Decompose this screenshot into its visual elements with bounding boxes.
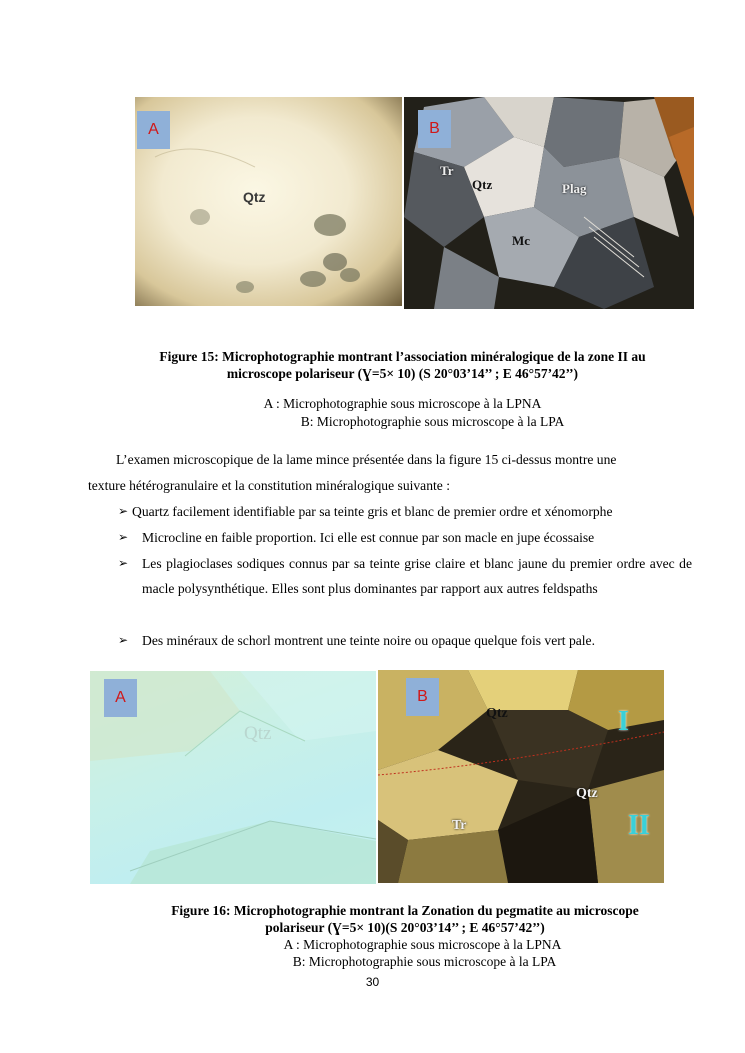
page-number: 30: [365, 975, 380, 989]
bullet-arrow-3: ➢: [118, 556, 129, 570]
figure15-tag-b: B: [418, 110, 451, 148]
figure16-photo-b: [378, 670, 664, 883]
figure16-caption-line1: Figure 16: Microphotographie montrant la Zonation du pegmatite au microscope: [171, 903, 639, 918]
figure16-label-zone-ii: II: [628, 810, 650, 841]
figure15-label-mc: Mc: [512, 233, 531, 248]
figure16-label-qtz-a: Qtz: [244, 723, 272, 744]
figure16-caption-line2: polariseur (Ɣ=5× 10)(S 20°03’14’’ ; E 46°57’42’’): [265, 920, 545, 935]
figure16-label-qtz-b2: Qtz: [576, 786, 598, 801]
figure15-photo-a-texture: [135, 97, 402, 306]
figure16-label-tr: Tr: [452, 818, 467, 833]
figure16-sub-b: B: Microphotographie sous microscope à la LPA: [292, 954, 557, 969]
bullet-arrow-2: ➢: [118, 530, 129, 544]
figure15-caption-line2: microscope polariseur (Ɣ=5× 10) (S 20°03’14’’ ; E 46°57’42’’): [226, 366, 579, 381]
body-para-line1: L’examen microscopique de la lame mince présentée dans la figure 15 ci-dessus montre une: [116, 452, 617, 467]
figure15-photo-b: [404, 97, 694, 309]
figure15-caption-line1: Figure 15: Microphotographie montrant l’association minéralogique de la zone II au: [159, 349, 646, 364]
figure16-tag-b: B: [406, 678, 439, 716]
figure15-label-plag: Plag: [562, 181, 587, 196]
bullet-4: Des minéraux de schorl montrent une teinte noire ou opaque quelque fois vert pale.: [142, 633, 595, 648]
figure15-photo-a: [135, 97, 402, 306]
bullet-arrow-1: ➢: [118, 504, 129, 518]
figure15-label-qtz: Qtz: [243, 189, 266, 205]
bullet-1: Quartz facilement identifiable par sa teinte gris et blanc de premier ordre et xénomorphe: [132, 504, 613, 519]
figure15-tag-a: A: [137, 111, 170, 149]
bullet-arrow-4: ➢: [118, 633, 129, 647]
figure16-label-qtz-b1: Qtz: [486, 706, 508, 721]
bullet-3: Les plagioclases sodiques connus par sa teinte grise claire et blanc jaune du premier ordre avec de macle polysynthétique. Elles sont plus dominantes par rapport aux autres feldspaths: [142, 556, 692, 596]
bullet-2: Microcline en faible proportion. Ici elle est connue par son macle en jupe écossaise: [142, 530, 595, 545]
figure16-tag-a: A: [104, 679, 137, 717]
figure15-sub-a: A : Microphotographie sous microscope à la LPNA: [263, 396, 542, 411]
figure15-label-tr: Tr: [440, 163, 454, 178]
figure15-label-qtz-b: Qtz: [472, 177, 493, 192]
body-para-line2: texture hétérogranulaire et la constitution minéralogique suivante :: [88, 478, 450, 493]
figure16-label-zone-i: I: [618, 706, 629, 737]
figure15-sub-b: B: Microphotographie sous microscope à la LPA: [300, 414, 565, 429]
figure16-sub-a: A : Microphotographie sous microscope à la LPNA: [283, 937, 562, 952]
figure16-photo-a: [90, 671, 376, 884]
